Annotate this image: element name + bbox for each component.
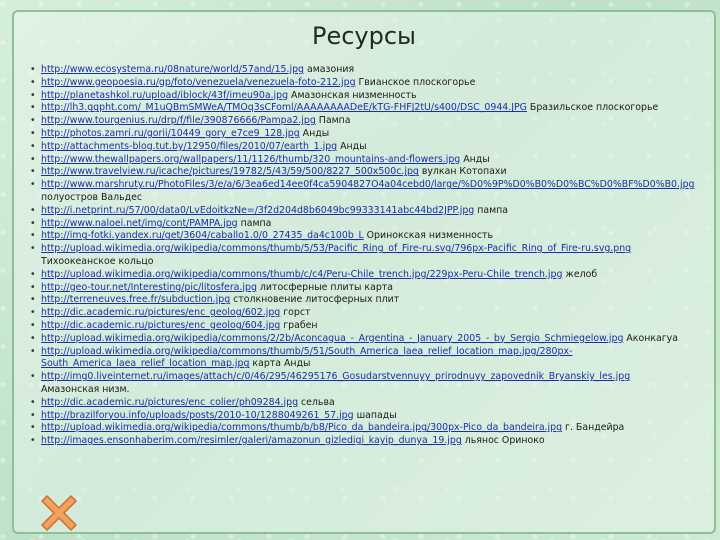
list-item-line: [41, 410, 720, 423]
list-item-line: [41, 115, 720, 128]
resource-description: льянос Ориноко: [461, 435, 545, 447]
list-item: [30, 128, 720, 141]
resource-link[interactable]: http://img-fotki.yandex.ru/get/3604/caballo1.0/0_27435_da4c100b_L: [41, 230, 364, 242]
resource-link[interactable]: http://geo-tour.net/Interesting/pic/litosfera.jpg: [41, 281, 257, 293]
resource-link[interactable]: http://attachments-blog.tut.by/12950/files/2010/07/earth_1.jpg: [41, 140, 338, 152]
resource-link[interactable]: http://upload.wikimedia.org/wikipedia/commons/thumb/5/51/South_America_laea_relief_location_map.jpg/280px-: [41, 345, 573, 357]
resource-description: Оринокская низменность: [363, 230, 493, 242]
resource-link[interactable]: http://www.tourgenius.ru/drp/f/file/390876666/Pampa2.jpg: [41, 115, 316, 127]
resource-link[interactable]: http://www.geopoesia.ru/gp/foto/venezuela/venezuela-foto-212.jpg: [41, 76, 356, 88]
list-item: [30, 410, 720, 423]
resource-description: полуостров Вальдес: [41, 191, 143, 203]
list-item-line: [41, 294, 720, 307]
list-item: [30, 320, 720, 333]
resource-description: амазония: [304, 64, 355, 75]
resource-description: г. Бандейра: [562, 422, 625, 434]
list-item-line: [41, 102, 720, 115]
resource-link[interactable]: http://lh3.ggpht.com/_M1uQBmSMWeA/TMOq3sCFoml/AAAAAAAADeE/kTG-FHFJ2tU/s400/DSC_0944.JPG: [41, 102, 527, 114]
list-item: [30, 346, 720, 372]
slide-title: Ресурсы: [311, 22, 416, 50]
list-item-line: [41, 179, 720, 192]
resource-description: Бразильское плоскогорье: [526, 102, 659, 114]
list-item: [30, 397, 720, 410]
resource-description: Анды: [460, 153, 490, 165]
list-item-line: [41, 346, 720, 359]
resource-link[interactable]: http://www.ecosystema.ru/08nature/world/57and/15.jpg: [41, 64, 304, 75]
resource-link[interactable]: http://upload.wikimedia.org/wikipedia/commons/thumb/b/b8/Pico_da_bandeira.jpg/300px-Pico_da_bandeira.jpg: [41, 422, 563, 434]
list-item-line: [41, 333, 720, 346]
list-item: [30, 435, 720, 448]
list-item-line: [41, 320, 720, 333]
list-item-line: [41, 422, 720, 435]
list-item: [30, 282, 720, 295]
list-item: [30, 90, 720, 103]
list-item-line: [41, 358, 720, 371]
resource-description: сельва: [298, 396, 335, 408]
slide: [12, 10, 716, 534]
list-item: [30, 422, 720, 435]
resource-description: Анды: [299, 127, 330, 139]
list-item: [30, 64, 720, 77]
list-item-line: [41, 218, 720, 231]
resource-description: Аконкагуа: [623, 332, 678, 344]
resource-link[interactable]: http://www.marshruty.ru/PhotoFiles/3/e/a/6/3ea6ed14ee0f4ca5904827O4a04cebd0/large/%D0%9P%D0%B0%D0%BC%D0%BF%D0%B0.jpg: [41, 179, 695, 191]
resource-link[interactable]: http://dic.academic.ru/pictures/enc_geolog/604.jpg: [41, 319, 281, 331]
list-item-line: [41, 307, 720, 320]
list-item-line: [41, 269, 720, 282]
list-item: [30, 141, 720, 154]
list-item: [30, 243, 720, 269]
resource-description: пампа: [237, 217, 272, 229]
resource-description: шапады: [353, 409, 397, 421]
list-item: [30, 115, 720, 128]
list-item-line: [41, 435, 720, 448]
resource-link[interactable]: http://terreneuves.free.fr/subduction.jpg: [41, 294, 231, 306]
resource-link[interactable]: http://i.netprint.ru/57/00/data0/LvEdoitkzNe=/3f2d204d8b6049bc99333141abc44bd2JPP.jpg: [41, 204, 475, 216]
resource-description: Гвианское плоскогорье: [355, 76, 476, 88]
resource-description: грабен: [280, 319, 318, 331]
resource-description: Амазонская низм.: [41, 383, 130, 395]
resource-link[interactable]: http://dic.academic.ru/pictures/enc_geolog/602.jpg: [41, 307, 281, 319]
resource-link[interactable]: http://brazilforyou.info/uploads/posts/2010-10/1288049261_57.jpg: [41, 409, 354, 421]
resource-link[interactable]: http://planetashkol.ru/upload/iblock/43f/imeu90a.jpg: [41, 89, 289, 101]
resource-link[interactable]: http://img0.liveinternet.ru/images/attach/c/0/46/295/46295176_Gosudarstvennuyy_prirodnuyy_zapovednik_Bryanskiy_les.jpg: [41, 371, 631, 383]
resource-link[interactable]: http://upload.wikimedia.org/wikipedia/commons/thumb/c/c4/Peru-Chile_trench.jpg/229px-Peru-Chile_trench.jpg: [41, 268, 563, 280]
list-item-line: [41, 397, 720, 410]
resource-link[interactable]: http://www.thewallpapers.org/wallpapers/11/1126/thumb/320_mountains-and-flowers.jpg: [41, 153, 461, 165]
resource-description: карта Анды: [249, 358, 311, 370]
list-item: [30, 307, 720, 320]
resource-description: Тихоокеанское кольцо: [41, 255, 154, 267]
list-item: [30, 205, 720, 218]
list-item-line: [41, 230, 720, 243]
resource-description: литосферные плиты карта: [256, 281, 393, 293]
list-item-line: [41, 141, 720, 154]
resource-link[interactable]: http://www.travelview.ru/icache/pictures/19782/5/43/59/500/8227_500x500c.jpg: [41, 166, 419, 178]
list-item-line: [41, 128, 720, 141]
resource-link-continued[interactable]: South_America_laea_relief_location_map.jpg: [41, 358, 250, 370]
list-item: [30, 154, 720, 167]
list-item: [30, 371, 720, 397]
resource-description: столкновение литосферных плит: [230, 294, 400, 306]
resource-description: горст: [280, 307, 311, 319]
list-item-line: [41, 205, 720, 218]
list-item: [30, 230, 720, 243]
resource-description: вулкан Котопахи: [418, 166, 507, 178]
resource-description: желоб: [562, 268, 598, 280]
list-item-line: [41, 90, 720, 103]
list-item: [30, 218, 720, 231]
list-item-line: [41, 77, 720, 90]
resource-list: [30, 64, 720, 448]
list-item: [30, 269, 720, 282]
close-icon: [38, 492, 80, 534]
list-item: [30, 166, 720, 179]
close-button[interactable]: [38, 492, 80, 534]
list-item-line: [41, 371, 720, 384]
resource-link[interactable]: http://upload.wikimedia.org/wikipedia/commons/thumb/5/53/Pacific_Ring_of_Fire-ru.svg/796px-Pacific_Ring_of_Fire-ru.svg.png: [41, 243, 632, 255]
list-item: [30, 77, 720, 90]
resource-link[interactable]: http://upload.wikimedia.org/wikipedia/commons/2/2b/Aconcagua_-_Argentina_-_January_2005_-_by_Sergio_Schmiegelow.jpg: [41, 332, 624, 344]
list-item-line: [41, 282, 720, 295]
resource-description: Анды: [337, 140, 367, 152]
list-item: [30, 179, 720, 205]
resource-description: пампа: [474, 204, 509, 216]
list-item: [30, 102, 720, 115]
list-item-line: [41, 154, 720, 167]
resource-description: Амазонская низменность: [288, 89, 417, 101]
list-item-line: [41, 64, 720, 77]
list-item: [30, 333, 720, 346]
resource-link[interactable]: http://photos.zamri.ru/gorii/10449_gory_e7ce9_128.jpg: [41, 127, 300, 139]
resource-description: Пампа: [315, 115, 351, 127]
resource-link[interactable]: http://dic.academic.ru/pictures/enc_colier/ph09284.jpg: [41, 396, 299, 408]
resource-link[interactable]: http://images.ensonhaberim.com/resimler/galeri/amazonun_gizledigi_kayip_dunya_19.jpg: [41, 435, 462, 447]
list-item-line: [41, 243, 720, 256]
list-item: [30, 294, 720, 307]
resource-link[interactable]: http://www.naloei.net/img/cont/PAMPA.jpg: [41, 217, 238, 229]
list-item-line: [41, 166, 720, 179]
